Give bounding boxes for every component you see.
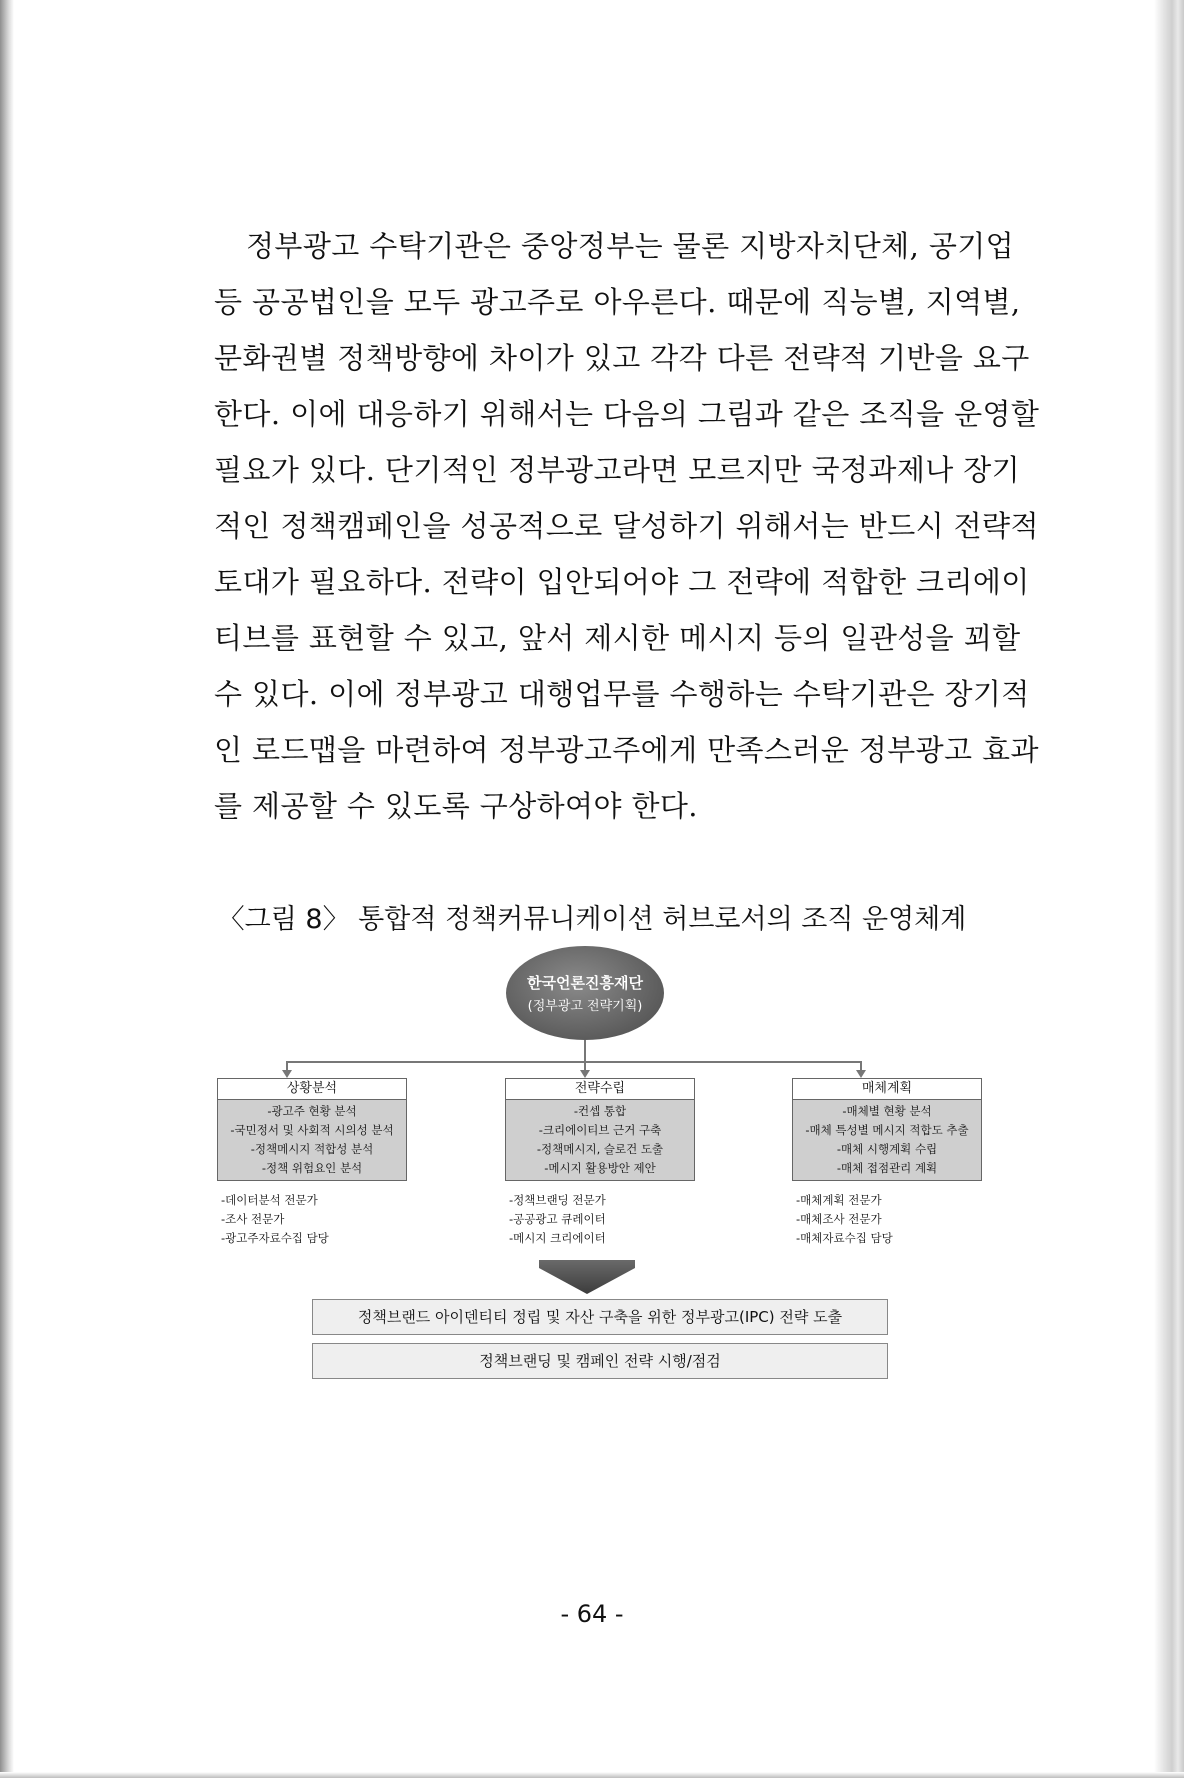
column-item: -국민정서 및 사회적 시의성 분석 (230, 1123, 394, 1137)
body-line: 를 제공할 수 있도록 구상하여야 한다. (214, 789, 698, 823)
ipc-strategy-bar: 정책브랜드 아이덴티티 정립 및 자산 구축을 위한 정부광고(IPC) 전략 도출 (312, 1299, 888, 1335)
column-items (505, 1100, 695, 1181)
column-item: -정책메시지, 슬로건 도출 (536, 1142, 664, 1156)
body-line: 문화권별 정책방향에 차이가 있고 각각 다른 전략적 기반을 요구 (214, 341, 1030, 375)
top-node-subtitle: (정부광고 전략기획) (527, 999, 643, 1014)
staff-item: -데이터분석 전문가 (221, 1193, 318, 1207)
down-arrow-icon (539, 1260, 635, 1294)
arrowhead-left (282, 1070, 292, 1078)
staff-item: -광고주자료수집 담당 (221, 1231, 329, 1245)
body-line: 티브를 표현할 수 있고, 앞서 제시한 메시지 등의 일관성을 꾀할 (214, 621, 1021, 655)
top-node (506, 946, 664, 1040)
campaign-execution-bar: 정책브랜딩 및 캠페인 전략 시행/점검 (312, 1343, 888, 1379)
column-media-planning (792, 1078, 982, 1248)
column-staff (217, 1191, 407, 1248)
column-item: -매체별 현황 분석 (842, 1104, 932, 1118)
column-head: 전략수립 (505, 1078, 695, 1100)
page-bottom-edge (0, 1772, 1184, 1778)
column-item: -컨셉 통합 (573, 1104, 627, 1118)
body-line: 등 공공법인을 모두 광고주로 아우른다. 때문에 직능별, 지역별, (214, 285, 1021, 319)
org-diagram (210, 940, 990, 1420)
column-item: -매체 특성별 메시지 적합도 추출 (805, 1123, 969, 1137)
arrowhead-center (580, 1070, 590, 1078)
column-items (217, 1100, 407, 1181)
column-item: -크리에이티브 근거 구축 (538, 1123, 662, 1137)
column-item: -광고주 현황 분석 (267, 1104, 357, 1118)
column-head: 상황분석 (217, 1078, 407, 1100)
column-item: -정책 위험요인 분석 (261, 1161, 363, 1175)
page-left-edge (0, 0, 14, 1778)
body-line: 필요가 있다. 단기적인 정부광고라면 모르지만 국정과제나 장기 (214, 453, 1021, 487)
column-situation-analysis (217, 1078, 407, 1248)
page-number: - 64 - (560, 1600, 624, 1628)
column-item: -매체 시행계획 수립 (836, 1142, 938, 1156)
arrowhead-right (856, 1070, 866, 1078)
column-item: -메시지 활용방안 제안 (544, 1161, 656, 1175)
figure-caption: 〈그림 8〉 통합적 정책커뮤니케이션 허브로서의 조직 운영체계 (217, 904, 967, 935)
body-line: 적인 정책캠페인을 성공적으로 달성하기 위해서는 반드시 전략적 (214, 509, 1039, 543)
column-item: -정책메시지 적합성 분석 (250, 1142, 374, 1156)
column-items (792, 1100, 982, 1181)
body-line: 인 로드맵을 마련하여 정부광고주에게 만족스러운 정부광고 효과 (214, 733, 1039, 767)
column-strategy (505, 1078, 695, 1248)
staff-item: -정책브랜딩 전문가 (509, 1193, 606, 1207)
staff-item: -매체자료수집 담당 (796, 1231, 893, 1245)
column-item: -매체 접점관리 계획 (836, 1161, 938, 1175)
staff-item: -공공광고 큐레이터 (509, 1212, 606, 1226)
top-node-title: 한국언론진흥재단 (527, 974, 643, 992)
body-line: 토대가 필요하다. 전략이 입안되어야 그 전략에 적합한 크리에이 (214, 565, 1030, 599)
column-head: 매체계획 (792, 1078, 982, 1100)
staff-item: -매체조사 전문가 (796, 1212, 882, 1226)
staff-item: -메시지 크리에이터 (509, 1231, 606, 1245)
body-paragraph (214, 218, 1040, 834)
connector-vertical-main (584, 1040, 586, 1062)
column-staff (505, 1191, 695, 1248)
staff-item: -매체계획 전문가 (796, 1193, 882, 1207)
page-right-edge (1154, 0, 1184, 1778)
column-staff (792, 1191, 982, 1248)
staff-item: -조사 전문가 (221, 1212, 285, 1226)
body-line: 한다. 이에 대응하기 위해서는 다음의 그림과 같은 조직을 운영할 (214, 397, 1040, 431)
body-line: 정부광고 수탁기관은 중앙정부는 물론 지방자치단체, 공기업 (246, 229, 1015, 263)
body-line: 수 있다. 이에 정부광고 대행업무를 수행하는 수탁기관은 장기적 (214, 677, 1030, 711)
connector-horizontal (286, 1061, 862, 1063)
